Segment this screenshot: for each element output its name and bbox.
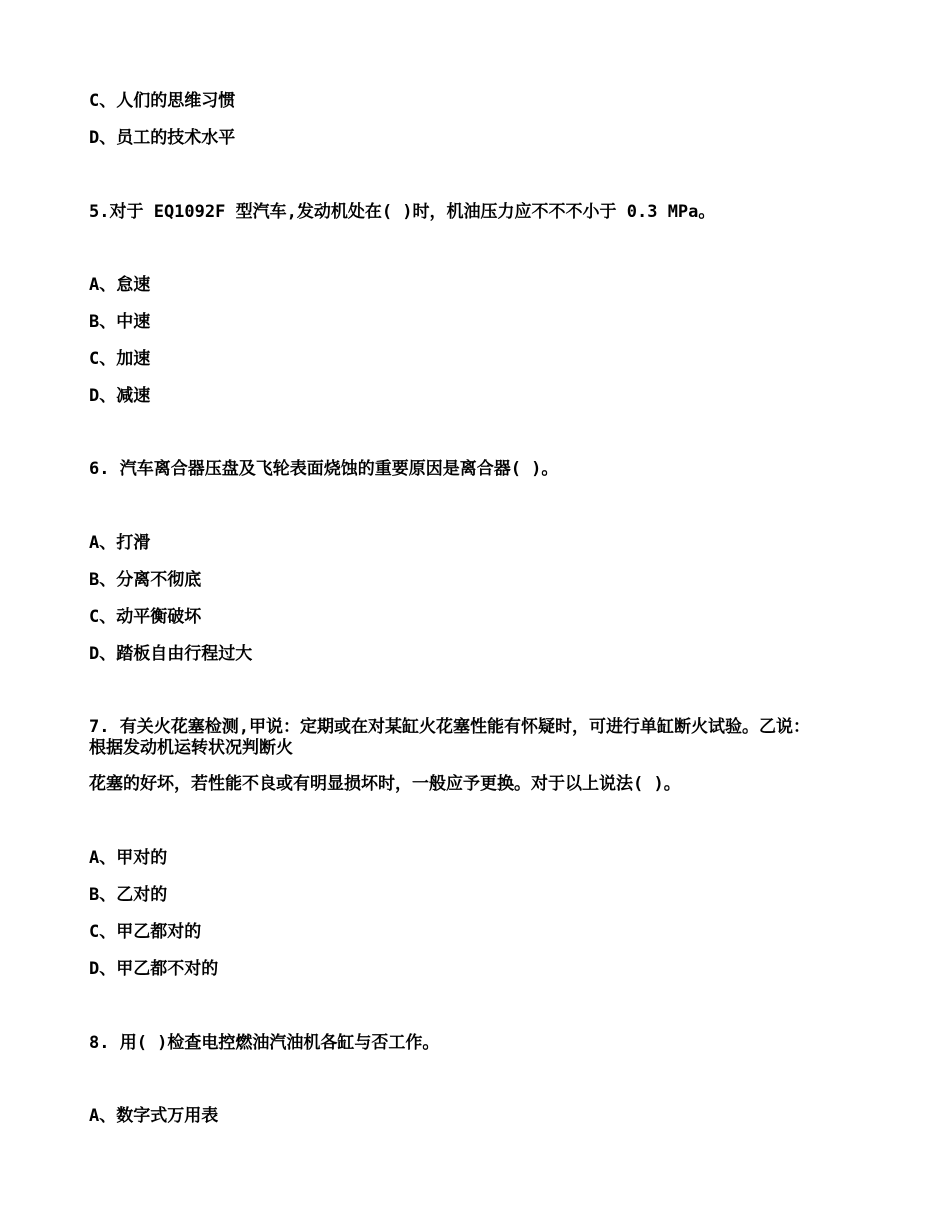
q8-option-a: A、数字式万用表: [89, 1106, 219, 1126]
q5-question-stem: 5.对于 EQ1092F 型汽车,发动机处在( )时，机油压力应不不不小于 0.3 MPa。: [89, 202, 716, 222]
q7-question-stem-line1: 7. 有关火花塞检测,甲说：定期或在对某缸火花塞性能有怀疑时，可进行单缸断火试验。乙说：: [89, 717, 810, 737]
q7-question-stem-line3: 花塞的好坏，若性能不良或有明显损坏时，一般应予更换。对于以上说法( )。: [89, 774, 681, 794]
q7-option-b: B、乙对的: [89, 885, 168, 905]
q6-option-d: D、踏板自由行程过大: [89, 644, 253, 664]
q5-option-d: D、减速: [89, 386, 151, 406]
q5-option-b: B、中速: [89, 312, 151, 332]
q5-option-c: C、加速: [89, 349, 151, 369]
q7-option-c: C、甲乙都对的: [89, 922, 202, 942]
q8-question-stem: 8. 用( )检查电控燃油汽油机各缸与否工作。: [89, 1033, 440, 1053]
q6-option-a: A、打滑: [89, 533, 151, 553]
q7-option-a: A、甲对的: [89, 848, 168, 868]
q6-question-stem: 6. 汽车离合器压盘及飞轮表面烧蚀的重要原因是离合器( )。: [89, 459, 559, 479]
q7-question-stem-line2: 根据发动机运转状况判断火: [89, 738, 293, 758]
q5-option-a: A、怠速: [89, 275, 151, 295]
q6-option-c: C、动平衡破坏: [89, 607, 202, 627]
q7-option-d: D、甲乙都不对的: [89, 959, 219, 979]
q4-option-c: C、人们的思维习惯: [89, 91, 236, 111]
q6-option-b: B、分离不彻底: [89, 570, 202, 590]
q4-option-d: D、员工的技术水平: [89, 128, 236, 148]
